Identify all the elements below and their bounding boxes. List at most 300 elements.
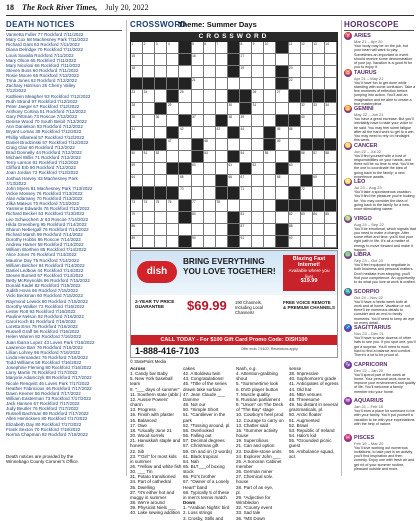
grid-cell bbox=[228, 175, 240, 187]
grid-cell bbox=[204, 103, 216, 115]
clue-number: 6 bbox=[204, 42, 206, 46]
clue-number: 8 bbox=[240, 42, 243, 46]
sign-dates: Sep 23 – Oct 23 bbox=[354, 258, 383, 263]
clue-number: 91 bbox=[240, 235, 245, 240]
black-square bbox=[228, 224, 240, 236]
death-notice: Donald Kadel 82 Rockford 7/15/2022 bbox=[6, 283, 81, 289]
grid-cell bbox=[155, 212, 167, 224]
taurus-icon: ♉ bbox=[344, 69, 352, 76]
grid-cell bbox=[276, 54, 288, 66]
clue-line: 21. Hanukkah staple and bbox=[130, 438, 181, 444]
column-divider bbox=[341, 20, 342, 476]
clue-line: 52. Brawl bbox=[289, 422, 308, 428]
death-notice: Daniel Brodzinski 57 Rockford 7/12/2022 bbox=[6, 139, 89, 145]
clue-number: 26 bbox=[252, 90, 257, 95]
grid-cell bbox=[204, 139, 216, 151]
clue-number: 65 bbox=[179, 175, 184, 180]
clue-number: 45 bbox=[276, 126, 281, 131]
grid-cell bbox=[301, 127, 313, 139]
clue-line: 48. Not our bbox=[183, 402, 206, 408]
death-notice: Hilda Greenberg 95 Rockford 7/14/2022 bbox=[6, 221, 87, 227]
black-square bbox=[228, 127, 240, 139]
death-notice: Zachary Harrison 26 Cherry Valley bbox=[6, 83, 76, 89]
grid-cell bbox=[301, 236, 313, 248]
clue-line: 51. *Cantilever in the bbox=[183, 412, 226, 418]
clue-number: 3 bbox=[155, 42, 158, 46]
clue-number: 77 bbox=[192, 199, 196, 204]
grid-cell bbox=[192, 66, 204, 78]
sign-dates: Jun 22 – Jul 22 bbox=[354, 148, 382, 154]
black-square bbox=[179, 54, 191, 66]
grid-cell bbox=[143, 151, 155, 163]
clue-line: muggy in summer bbox=[130, 494, 167, 500]
dish-advertisement[interactable] bbox=[130, 250, 338, 358]
grid-cell bbox=[276, 175, 288, 187]
clue-number: 16 bbox=[192, 54, 196, 59]
clue-number: 1 bbox=[131, 42, 134, 46]
clue-line: 57. Christmas gift bbox=[183, 443, 219, 449]
grid-cell bbox=[252, 54, 264, 66]
grid-cell bbox=[143, 200, 155, 212]
clue-line: house bbox=[236, 479, 249, 485]
black-square bbox=[276, 200, 288, 212]
clue-line: charm bbox=[130, 402, 143, 408]
sign-name: VIRGO bbox=[354, 215, 372, 222]
clue-number: 76 bbox=[167, 199, 172, 204]
grid-cell bbox=[131, 90, 143, 102]
clue-number: 84 bbox=[313, 211, 317, 216]
grid-cell bbox=[252, 78, 264, 90]
clue-line: 51. Augmented bbox=[289, 417, 320, 423]
black-square bbox=[228, 212, 240, 224]
grid-cell bbox=[131, 175, 143, 187]
grid-cell bbox=[240, 66, 252, 78]
death-notice: Denise Wood 70 South Beloit 7/12/2022 bbox=[6, 119, 87, 125]
grid-cell bbox=[313, 127, 325, 139]
grid-cell bbox=[301, 224, 313, 236]
grid-cell bbox=[301, 54, 313, 66]
clue-line: 15. *Summer activity bbox=[236, 427, 278, 433]
grid-cell bbox=[289, 212, 301, 224]
grid-cell bbox=[325, 66, 337, 78]
clue-line: guest bbox=[289, 443, 301, 449]
clue-number: 67 bbox=[240, 175, 245, 180]
grid-cell bbox=[325, 236, 337, 248]
clue-line: 26. *Yellow and white fish bbox=[130, 463, 182, 469]
grid-cell bbox=[143, 90, 155, 102]
black-square bbox=[228, 236, 240, 248]
clue-number: 18 bbox=[131, 66, 136, 71]
clue-line: 45. *Title of the series bbox=[183, 381, 227, 387]
grid-cell bbox=[204, 42, 219, 54]
crossword-grid bbox=[130, 41, 338, 249]
grid-cell bbox=[240, 78, 252, 90]
grid-cell bbox=[325, 187, 337, 199]
grid-cell bbox=[155, 224, 167, 236]
phone-number[interactable]: 1-888-416-7103 bbox=[135, 346, 200, 356]
death-notice: Allen Henricksen 80 Rockford 7/17/2022 bbox=[6, 416, 88, 422]
grid-cell bbox=[264, 187, 276, 199]
clue-number: 52 bbox=[155, 151, 160, 156]
clue-number: 24 bbox=[143, 90, 148, 95]
black-square bbox=[155, 103, 167, 115]
clue-line: 46. NBA venues bbox=[289, 391, 322, 397]
grid-cell bbox=[131, 42, 143, 54]
grid-cell bbox=[192, 212, 204, 224]
grid-cell bbox=[301, 115, 313, 127]
crossword-credit: © StatePoint Media bbox=[130, 359, 167, 364]
death-notice: Richard Gant 63 Rockford 7/11/2022 bbox=[6, 42, 80, 48]
clue-number: 92 bbox=[289, 235, 293, 240]
black-square bbox=[192, 151, 204, 163]
grid-cell bbox=[167, 151, 179, 163]
clue-number: 43 bbox=[216, 126, 220, 131]
death-notice: Larry Martin 78 Rockford 7/17/2022 bbox=[6, 370, 78, 376]
grid-cell bbox=[192, 115, 204, 127]
clue-line: 38. We're around bbox=[130, 500, 165, 506]
clue-line: 48. Threesome bbox=[289, 396, 320, 402]
grid-cell bbox=[264, 42, 276, 54]
grid-cell bbox=[216, 224, 228, 236]
black-square bbox=[228, 151, 240, 163]
clue-line: 23. Double-stone units bbox=[236, 448, 282, 454]
black-square bbox=[216, 175, 228, 187]
death-notice: Daniel Ledbow 44 Rockford 7/14/2022 bbox=[6, 267, 84, 273]
black-square bbox=[179, 42, 191, 54]
clue-number: 57 bbox=[313, 151, 317, 156]
sign-name: AQUARIUS bbox=[354, 398, 384, 404]
clue-line: 40. Lake sewing addition bbox=[130, 510, 181, 516]
clue-number: 4 bbox=[167, 42, 170, 46]
clue-line: 32. *County event bbox=[236, 505, 273, 511]
death-notice: Richard Marsh 99 Rockford 7/14/2022 bbox=[6, 231, 83, 237]
death-notice: Marjorie Adamczyk 88 Rockford 7/17/2022 bbox=[6, 375, 92, 381]
death-notice: Mary Olson 65 Rockford 7/11/2022 bbox=[6, 57, 77, 63]
clue-line: team bbox=[130, 381, 141, 387]
clue-line: 34. Part of cathedral bbox=[130, 479, 171, 485]
clue-number: 68 bbox=[276, 175, 281, 180]
source-line: Death notices are provided by the bbox=[6, 454, 74, 459]
clue-line: 23. *"Girl" for most kids bbox=[130, 453, 177, 459]
death-notice: Lester Rott 93 Rockford 7/16/2022 bbox=[6, 308, 76, 314]
grid-cell bbox=[143, 54, 155, 66]
death-notice: Pauline Nelson 92 Rockford 7/16/2022 bbox=[6, 313, 84, 319]
clue-line: 1. *Arabian Nights' bird bbox=[183, 505, 230, 511]
death-notice: Raymond Lewick 80 Rockford 7/15/2022 bbox=[6, 298, 88, 304]
clue-line: 8. Russian parliament bbox=[236, 396, 280, 402]
black-square bbox=[289, 187, 301, 199]
grid-cell bbox=[252, 151, 264, 163]
clue-number: 15 bbox=[131, 54, 136, 59]
death-notice: Lillian Lohrey 96 Rockford 7/16/2022 bbox=[6, 349, 81, 355]
death-notice: Vickie Monsey 76 Rockford 7/13/2022 bbox=[6, 190, 83, 196]
clue-number: 28 bbox=[131, 102, 136, 107]
grid-cell bbox=[143, 163, 155, 175]
grid-cell bbox=[167, 66, 179, 78]
sign-dates: Mar 21 – Apr 20 bbox=[354, 39, 383, 44]
grid-cell bbox=[252, 127, 264, 139]
black-square bbox=[276, 163, 288, 175]
grid-cell bbox=[204, 236, 216, 248]
sign-dates: May 22 – Jun 21 bbox=[354, 112, 384, 117]
black-square bbox=[228, 187, 240, 199]
death-notice: Peter Jaeger 67 Rockford 7/12/2022 bbox=[6, 103, 80, 109]
black-square bbox=[313, 200, 325, 212]
black-square bbox=[143, 139, 155, 151]
badge-title: Blazing Fast Internet! bbox=[292, 256, 326, 268]
grid-cell bbox=[276, 127, 288, 139]
sign-name: GEMINI bbox=[354, 106, 374, 112]
clue-number: 27 bbox=[276, 90, 281, 95]
masthead bbox=[6, 3, 414, 15]
clue-number: 44 bbox=[240, 126, 245, 131]
clue-number: 41 bbox=[131, 126, 136, 131]
clue-line: 26. German miner bbox=[236, 469, 273, 475]
clue-line: in summer bbox=[130, 458, 152, 464]
clue-number: 10 bbox=[264, 42, 269, 46]
death-notice: Trina Jones 62 Rockford 7/12/2022 bbox=[6, 78, 77, 84]
column-divider bbox=[126, 20, 127, 476]
call-banner: CALL TODAY - For $100 Gift Card Promo Code: DISH100 bbox=[131, 335, 337, 345]
grid-cell bbox=[143, 175, 155, 187]
cancer-icon: ♋ bbox=[344, 142, 352, 149]
black-square bbox=[276, 115, 288, 127]
death-notice: Dorothy Hobbs 86 Roscoe 7/14/2022 bbox=[6, 237, 81, 242]
grid-cell bbox=[179, 127, 191, 139]
clue-line: sense bbox=[289, 366, 302, 371]
death-notice: William Easterman 73 Rockford 7/17/2022 bbox=[6, 395, 92, 401]
sign-text: You have a great increase. But you'll inevitably have to take your voice to be said. You may feel some fatigue after all the hard work to get to a win. You may need to rely on hindsight this week. bbox=[354, 117, 415, 143]
grid-cell bbox=[131, 127, 143, 139]
premium-channels: FREE VOICE REMOTE & PREMIUM CHANNELS bbox=[283, 300, 336, 311]
black-square bbox=[313, 139, 325, 151]
grid-cell bbox=[192, 90, 204, 102]
death-notice: Maurine Day 75 Rockford 7/14/2022 bbox=[6, 257, 80, 263]
death-notice: Dorothy Walker 72 Rockford 7/16/2022 bbox=[6, 303, 85, 309]
clue-line: 19. Supercilious bbox=[236, 438, 269, 444]
grid-cell bbox=[192, 42, 204, 54]
clue-line: 44. Old hat bbox=[289, 386, 312, 392]
clue-number: 35 bbox=[131, 114, 136, 119]
clue-line: 13. Progress bbox=[130, 407, 156, 413]
clues-down-col2 bbox=[289, 366, 339, 478]
death-notice: Richard Becker 53 Rockford 7/13/2022 bbox=[6, 211, 85, 217]
clue-line: Nash, e.g. bbox=[236, 366, 257, 371]
clue-number: 64 bbox=[131, 175, 136, 180]
black-square bbox=[167, 127, 179, 139]
black-square bbox=[216, 187, 228, 199]
death-notice: Kathleen Meagher 93 Rockford 7/12/2022 bbox=[6, 93, 91, 99]
clue-line: 12. Aussie Powers' bbox=[130, 396, 169, 402]
black-square bbox=[276, 236, 288, 248]
sign-name: CAPRICORN bbox=[354, 361, 388, 368]
badge-price: $19.99 bbox=[300, 278, 318, 285]
grid-cell bbox=[192, 163, 204, 175]
grid-cell bbox=[325, 78, 337, 90]
black-square bbox=[228, 42, 240, 54]
clue-number: 72 bbox=[301, 187, 305, 192]
death-notice: Mary Nicolosi 66 Rockford 7/11/2022 bbox=[6, 62, 81, 68]
grid-cell bbox=[325, 115, 337, 127]
clue-number: 71 bbox=[240, 187, 245, 192]
death-notice: Jack Hansen 67 Rockford 7/17/2022 bbox=[6, 401, 80, 406]
grid-cell bbox=[204, 224, 216, 236]
clue-line: 50. Arctic floater bbox=[289, 412, 322, 418]
grid-cell bbox=[289, 163, 301, 175]
grid-cell bbox=[131, 151, 143, 163]
clue-line: 65. BLT___of boxing bbox=[183, 463, 225, 469]
grid-cell bbox=[228, 139, 240, 151]
clue-line: 36. *MS Down bbox=[236, 515, 266, 521]
grid-cell bbox=[179, 66, 191, 78]
clue-number: 78 bbox=[216, 199, 220, 204]
tv-price: $69.99 bbox=[187, 298, 227, 313]
sign-name: PISCES bbox=[354, 434, 375, 441]
clues-across-col2 bbox=[183, 366, 235, 521]
clue-line: 5. *Summertime look bbox=[236, 381, 279, 387]
dish-logo: dish bbox=[137, 261, 177, 283]
aries-icon: ♈ bbox=[344, 33, 352, 39]
death-notice: Vannetta Fuller 77 Rockford 7/11/2022 bbox=[6, 32, 84, 37]
grid-cell bbox=[155, 175, 167, 187]
black-square bbox=[228, 54, 240, 66]
death-notice: William Worthen 85 Rockford 7/14/2022 bbox=[6, 247, 87, 253]
grid-cell bbox=[313, 151, 325, 163]
clue-number: 80 bbox=[192, 211, 196, 216]
black-square bbox=[143, 187, 155, 199]
clue-number: 50 bbox=[131, 151, 136, 156]
grid-cell bbox=[204, 54, 216, 66]
grid-cell bbox=[216, 139, 228, 151]
sign-name: SCORPIO bbox=[354, 288, 380, 295]
grid-cell bbox=[155, 90, 167, 102]
clue-line: 43. Congratulations! bbox=[183, 376, 224, 382]
grid-cell bbox=[325, 151, 337, 163]
clue-line: 2. Loss strings bbox=[183, 510, 213, 516]
clue-number: 63 bbox=[289, 163, 293, 168]
clue-line: grammaticals, pl. bbox=[289, 407, 324, 413]
clue-line: stock bbox=[183, 469, 194, 475]
grid-cell bbox=[325, 163, 337, 175]
clue-line: 33. Sad tale bbox=[236, 510, 261, 516]
horoscope-heading: HOROSCOPE bbox=[344, 20, 399, 29]
grid-cell bbox=[252, 212, 264, 224]
clue-number: 21 bbox=[192, 78, 196, 83]
grid-cell bbox=[252, 42, 264, 54]
sign-name: CANCER bbox=[354, 142, 378, 149]
grid-cell bbox=[240, 224, 252, 236]
grid-cell bbox=[313, 42, 325, 54]
clue-line: 59. On and on (2 words) bbox=[183, 448, 233, 454]
clue-number: 75 bbox=[155, 199, 160, 204]
clue-line: Wimbledon bbox=[236, 500, 259, 506]
clue-number: 79 bbox=[131, 211, 136, 216]
clue-number: 33 bbox=[313, 102, 317, 107]
grid-cell bbox=[301, 103, 313, 115]
clues-across-col1 bbox=[130, 366, 182, 516]
grid-cell bbox=[313, 224, 325, 236]
grid-cell bbox=[192, 187, 204, 199]
grid-cell bbox=[264, 90, 276, 102]
black-square bbox=[179, 200, 191, 212]
black-square bbox=[228, 66, 240, 78]
crossword-theme: Theme: Summer Days bbox=[178, 20, 257, 29]
grid-cell bbox=[313, 54, 325, 66]
grid-cell bbox=[289, 103, 301, 115]
clue-number: 7 bbox=[216, 42, 219, 46]
grid-cell bbox=[301, 163, 313, 175]
death-notices-heading: DEATH NOTICES bbox=[6, 20, 75, 29]
sign-text: You'll have a hectic week both at work and at home. Vacation or not, there'll be numerous details to consider and an end to family moments. You'll need to keep an eye on every detail. bbox=[354, 299, 415, 325]
death-notice: John Myers 81 Machesney Park 7/13/2022 bbox=[6, 185, 93, 191]
grid-cell bbox=[252, 187, 264, 199]
grid-cell bbox=[167, 103, 179, 115]
grid-cell bbox=[179, 187, 191, 199]
clue-line: 41. Anticipates of egress bbox=[289, 381, 339, 387]
horoscope-sign bbox=[344, 142, 416, 179]
scorpio-icon: ♏ bbox=[344, 288, 352, 295]
death-notice: Yasmine Edwards 76 Rockford 7/13/2022 bbox=[6, 206, 90, 212]
black-square bbox=[167, 163, 179, 175]
grid-cell bbox=[264, 151, 276, 163]
death-notice: Diana Delridge 70 Rockford 7/11/2022 bbox=[6, 47, 84, 53]
death-notice: Sharon Nebergall 76 Rockford 7/14/2022 bbox=[6, 226, 89, 232]
black-square bbox=[155, 78, 167, 90]
grid-cell bbox=[179, 90, 191, 102]
source-line: Winnebago County Coroner's Office. bbox=[6, 459, 80, 465]
page-number: 18 bbox=[6, 3, 14, 12]
clue-number: 42 bbox=[179, 126, 184, 131]
grid-cell bbox=[143, 236, 155, 248]
clue-line: 28. Part of an eye, bbox=[236, 484, 274, 490]
clue-line: 52. *Tossing around, pl. bbox=[183, 422, 231, 428]
grid-cell bbox=[179, 224, 191, 236]
clue-line: 3. Crosby, Stills and bbox=[183, 515, 224, 521]
black-square bbox=[216, 115, 228, 127]
death-notice: Clifford Erb 90 Rockford 7/12/2022 bbox=[6, 165, 76, 171]
clue-number: 51 bbox=[143, 151, 148, 156]
grid-cell bbox=[216, 78, 228, 90]
clue-line: Down bbox=[183, 500, 196, 506]
clue-line: in men's tennis match bbox=[183, 494, 227, 500]
grid-cell bbox=[155, 42, 167, 54]
death-notice: Judith Hovis 66 Rockford 7/15/2022 bbox=[6, 288, 79, 294]
black-square bbox=[143, 78, 155, 90]
sign-text: You'll find yourself with a host of responsibilities on your hands, and there will be no time to rest. You'll be the one to coordinate the idea of going back to the family; a new experience awaits. bbox=[354, 153, 414, 179]
grid-cell bbox=[313, 163, 325, 175]
black-square bbox=[264, 127, 276, 139]
clue-number: 60 bbox=[192, 163, 196, 168]
death-notice: Michael Willis 71 Rockford 7/12/2022 bbox=[6, 155, 81, 160]
sign-dates: Apr 21 – May 21 bbox=[354, 75, 384, 81]
clue-number: 32 bbox=[301, 102, 305, 107]
grid-cell bbox=[204, 151, 216, 163]
death-notice: Vicki Beckman 60 Rockford 7/15/2022 bbox=[6, 293, 84, 299]
grid-cell bbox=[313, 115, 325, 127]
clue-number: 59 bbox=[131, 163, 136, 168]
death-notice: Heather Fabricious 46 Rockford 7/17/2022 bbox=[6, 385, 92, 391]
clue-line: member bbox=[236, 463, 253, 469]
death-notice: 7/12/2022 bbox=[6, 88, 27, 94]
death-notice: Louis Savalla Rockford 7/11/2022 bbox=[6, 52, 74, 58]
paper-name: The Rock River Times, bbox=[22, 3, 98, 12]
grid-cell bbox=[131, 103, 143, 115]
clue-number: 38 bbox=[228, 114, 232, 119]
clue-number: 2 bbox=[143, 42, 146, 46]
sign-text: You'll take a spontaneous vacation. You'll find the pleasure you're looking for. You may consider the idea of going back to the family for a new, more stimulating career. bbox=[354, 190, 415, 212]
clue-line: 55. Overlooked bbox=[183, 427, 214, 433]
clue-number: 85 bbox=[325, 211, 329, 216]
